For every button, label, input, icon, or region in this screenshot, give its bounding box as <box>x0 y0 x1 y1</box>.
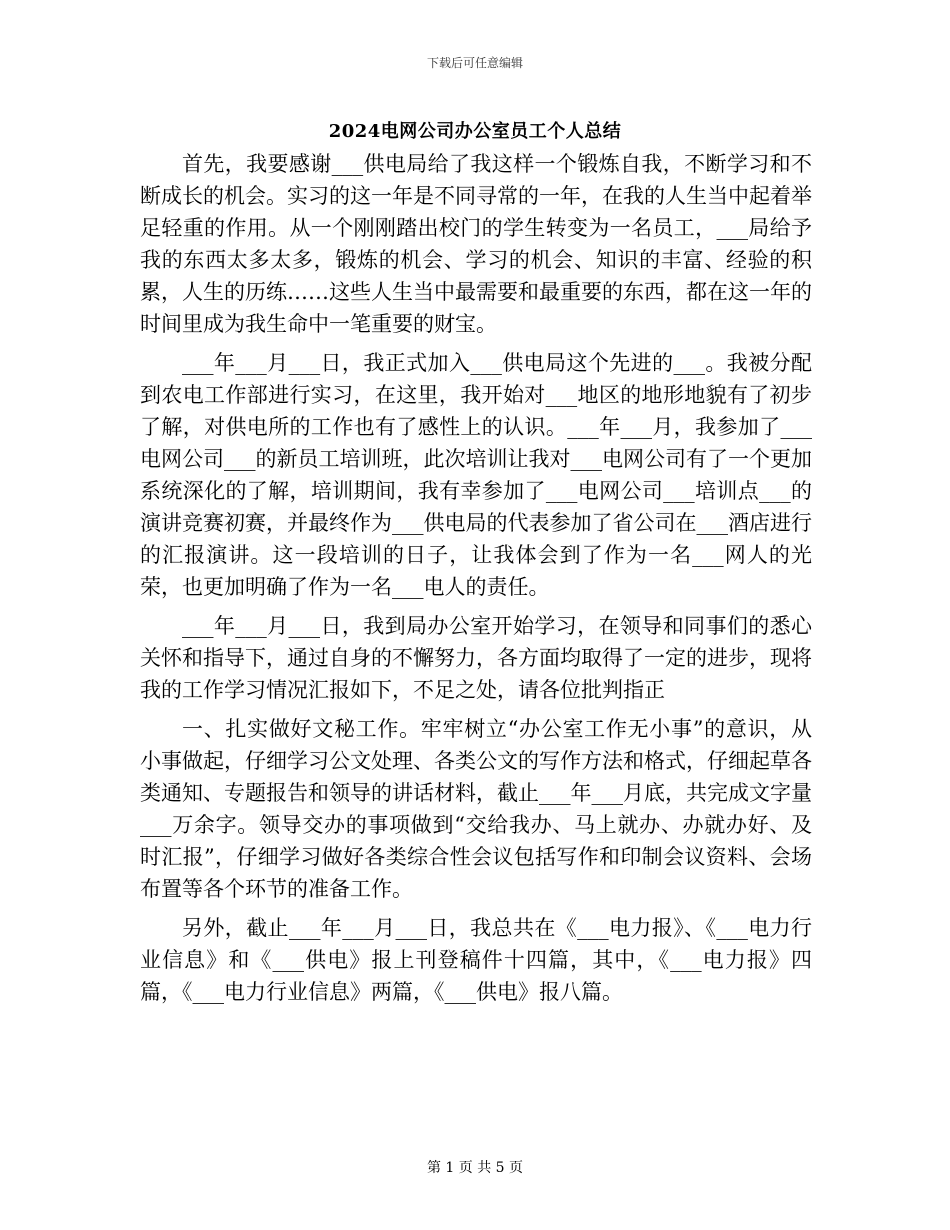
document-title: 2024电网公司办公室员工个人总结 <box>328 121 622 142</box>
page-number-footer: 第 1 页 共 5 页 <box>426 1160 524 1176</box>
paragraph-2: ___年___月___日，我正式加入___供电局这个先进的___。我被分配到农电工作部进行实习，在这里，我开始对___地区的地形地貌有了初步了解，对供电所的工作也有了感性上的认识。___年___月，我参加了___电网公司___的新员工培训班，此次培训让我对___电网公司有了一个更加系统深化的了解，培训期间，我有幸参加了___电网公司___培训点___的演讲竞赛初赛，并最终作为___供电局的代表参加了省公司在___酒店进行的汇报演讲。这一段培训的日子，让我体会到了作为一名___网人的光荣，也更加明确了作为一名___电人的责任。 <box>140 351 812 599</box>
paragraph-3: ___年___月___日，我到局办公室开始学习，在领导和同事们的悉心关怀和指导下，通过自身的不懈努力，各方面均取得了一定的进步，现将我的工作学习情况汇报如下，不足之处，请各位批判指正 <box>140 614 812 702</box>
paragraph-5: 另外，截止___年___月___日，我总共在《___电力报》、《___电力行业信息》和《___供电》报上刊登稿件十四篇，其中，《___电力报》四篇，《___电力行业信息》两篇，《___供电》报八篇。 <box>140 916 812 1004</box>
header-note: 下载后可任意编辑 <box>426 56 523 70</box>
paragraph-4: 一、扎实做好文秘工作。牢牢树立“办公室工作无小事”的意识，从小事做起，仔细学习公文处理、各类公文的写作方法和格式，仔细起草各类通知、专题报告和领导的讲话材料，截止___年___月底，共完成文字量___万余字。领导交办的事项做到“交给我办、马上就办、办就办好、及时汇报”，仔细学习做好各类综合性会议包括写作和印制会议资料、会场布置等各个环节的准备工作。 <box>140 717 812 901</box>
paragraph-1: 首先，我要感谢___供电局给了我这样一个锻炼自我，不断学习和不断成长的机会。实习的这一年是不同寻常的一年，在我的人生当中起着举足轻重的作用。从一个刚刚踏出校门的学生转变为一名员工，___局给予我的东西太多太多，锻炼的机会、学习的机会、知识的丰富、经验的积累，人生的历练……这些人生当中最需要和最重要的东西，都在这一年的时间里成为我生命中一笔重要的财宝。 <box>140 152 812 336</box>
document-body <box>140 148 812 1015</box>
